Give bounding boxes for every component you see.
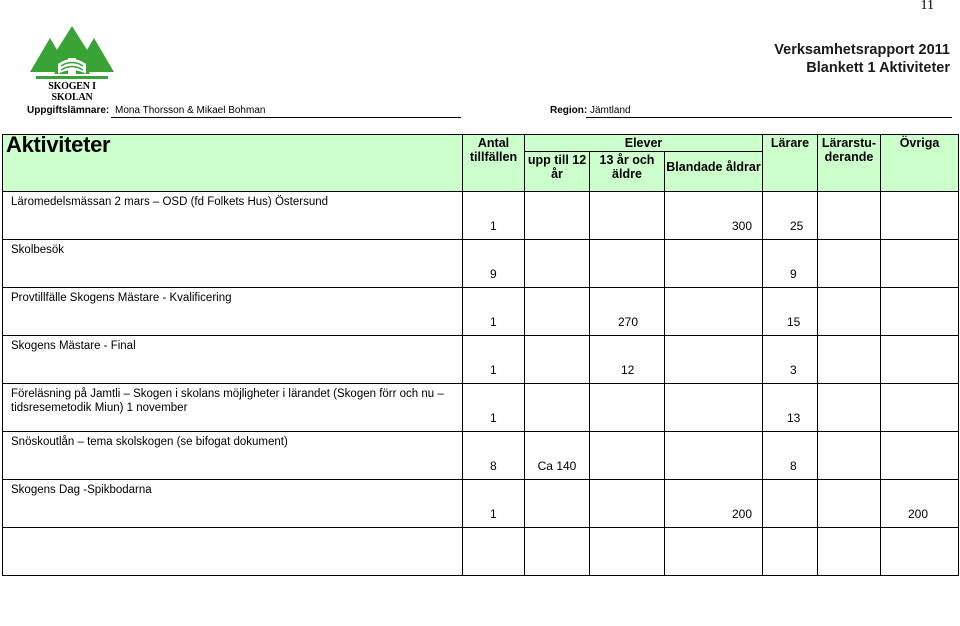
activity-cell: Provtillfälle Skogens Mästare - Kvalificering — [3, 288, 463, 336]
blandade-cell: 300 — [665, 192, 763, 240]
lararstuderande-cell — [818, 432, 881, 480]
larare-cell: 9 — [763, 240, 818, 288]
region-value: Jämtland — [586, 105, 952, 118]
table-row — [3, 384, 959, 432]
larare-header: Lärare — [763, 135, 818, 192]
antal-cell: 1 — [463, 192, 525, 240]
ovriga-cell — [881, 336, 959, 384]
lararstuderande-cell — [818, 384, 881, 432]
activity-cell: Föreläsning på Jamtli – Skogen i skolans möjligheter i lärandet (Skogen förr och nu – tidsresemetodik Miun) 1 november — [3, 384, 463, 432]
age13-cell — [590, 192, 665, 240]
upp-till-cell — [525, 192, 590, 240]
lararstuderande-cell — [818, 336, 881, 384]
activity-cell: Läromedelsmässan 2 mars – OSD (fd Folkets Hus) Östersund — [3, 192, 463, 240]
ovriga-cell — [881, 384, 959, 432]
antal-cell: 9 — [463, 240, 525, 288]
table-row — [3, 192, 959, 240]
ovriga-header: Övriga — [881, 135, 959, 192]
antal-cell: 1 — [463, 336, 525, 384]
table-row — [3, 240, 959, 288]
age13-cell — [590, 480, 665, 528]
age13-cell: 270 — [590, 288, 665, 336]
blandade-cell — [665, 288, 763, 336]
lararstuderande-cell — [818, 192, 881, 240]
table-row — [3, 528, 959, 576]
elever-header: Elever — [525, 135, 763, 152]
activities-table — [2, 134, 959, 576]
antal-cell: 1 — [463, 288, 525, 336]
larare-cell: 3 — [763, 336, 818, 384]
age13-cell — [590, 432, 665, 480]
age13-cell: 12 — [590, 336, 665, 384]
blandade-cell — [665, 528, 763, 576]
age13-cell — [590, 384, 665, 432]
blandade-cell — [665, 240, 763, 288]
age13-cell — [590, 528, 665, 576]
ovriga-cell — [881, 240, 959, 288]
larare-cell — [763, 480, 818, 528]
upp-till-cell: Ca 140 — [525, 432, 590, 480]
antal-header: Antal tillfällen — [463, 135, 525, 192]
tree-logo-icon — [28, 24, 116, 82]
blandade-cell — [665, 384, 763, 432]
region-label: Region: — [550, 105, 588, 116]
ovriga-cell — [881, 192, 959, 240]
table-row — [3, 288, 959, 336]
antal-cell — [463, 528, 525, 576]
upp-till-cell — [525, 480, 590, 528]
report-subtitle: Blankett 1 Aktiviteter — [806, 60, 950, 76]
reporter-value: Mona Thorsson & Mikael Bohman — [111, 105, 461, 118]
blandade-header: Blandade åldrar — [665, 152, 763, 192]
age-13-header: 13 år och äldre — [590, 152, 665, 192]
report-title: Verksamhetsrapport 2011 — [774, 42, 950, 58]
ovriga-cell — [881, 288, 959, 336]
ovriga-cell — [881, 528, 959, 576]
larare-cell: 25 — [763, 192, 818, 240]
antal-cell: 8 — [463, 432, 525, 480]
region-field — [550, 105, 631, 116]
logo-text: SKOGEN I SKOLAN — [48, 81, 96, 103]
lararstuderande-header: Lärarstu-derande — [818, 135, 881, 192]
antal-cell: 1 — [463, 480, 525, 528]
upp-till-cell — [525, 336, 590, 384]
skogen-i-skolan-logo — [28, 24, 116, 103]
reporter-label: Uppgiftslämnare: — [27, 105, 110, 116]
larare-cell: 8 — [763, 432, 818, 480]
ovriga-cell: 200 — [881, 480, 959, 528]
activity-cell: Skolbesök — [3, 240, 463, 288]
upp-till-cell — [525, 384, 590, 432]
lararstuderande-cell — [818, 240, 881, 288]
lararstuderande-cell — [818, 480, 881, 528]
upp-till-12-header: upp till 12 år — [525, 152, 590, 192]
larare-cell: 13 — [763, 384, 818, 432]
lararstuderande-cell — [818, 528, 881, 576]
blandade-cell — [665, 432, 763, 480]
antal-cell: 1 — [463, 384, 525, 432]
age13-cell — [590, 240, 665, 288]
table-row — [3, 336, 959, 384]
table-row — [3, 480, 959, 528]
activity-cell: Snöskoutlån – tema skolskogen (se bifogat dokument) — [3, 432, 463, 480]
reporter-field — [27, 105, 266, 116]
activity-cell: Skogens Mästare - Final — [3, 336, 463, 384]
page-number: 11 — [920, 0, 934, 13]
larare-cell: 15 — [763, 288, 818, 336]
larare-cell — [763, 528, 818, 576]
report-heading — [774, 41, 950, 77]
upp-till-cell — [525, 288, 590, 336]
ovriga-cell — [881, 432, 959, 480]
activities-header: Aktiviteter — [3, 135, 463, 192]
activity-cell — [3, 528, 463, 576]
blandade-cell — [665, 336, 763, 384]
activity-cell: Skogens Dag -Spikbodarna — [3, 480, 463, 528]
lararstuderande-cell — [818, 288, 881, 336]
table-row — [3, 432, 959, 480]
upp-till-cell — [525, 528, 590, 576]
blandade-cell: 200 — [665, 480, 763, 528]
upp-till-cell — [525, 240, 590, 288]
